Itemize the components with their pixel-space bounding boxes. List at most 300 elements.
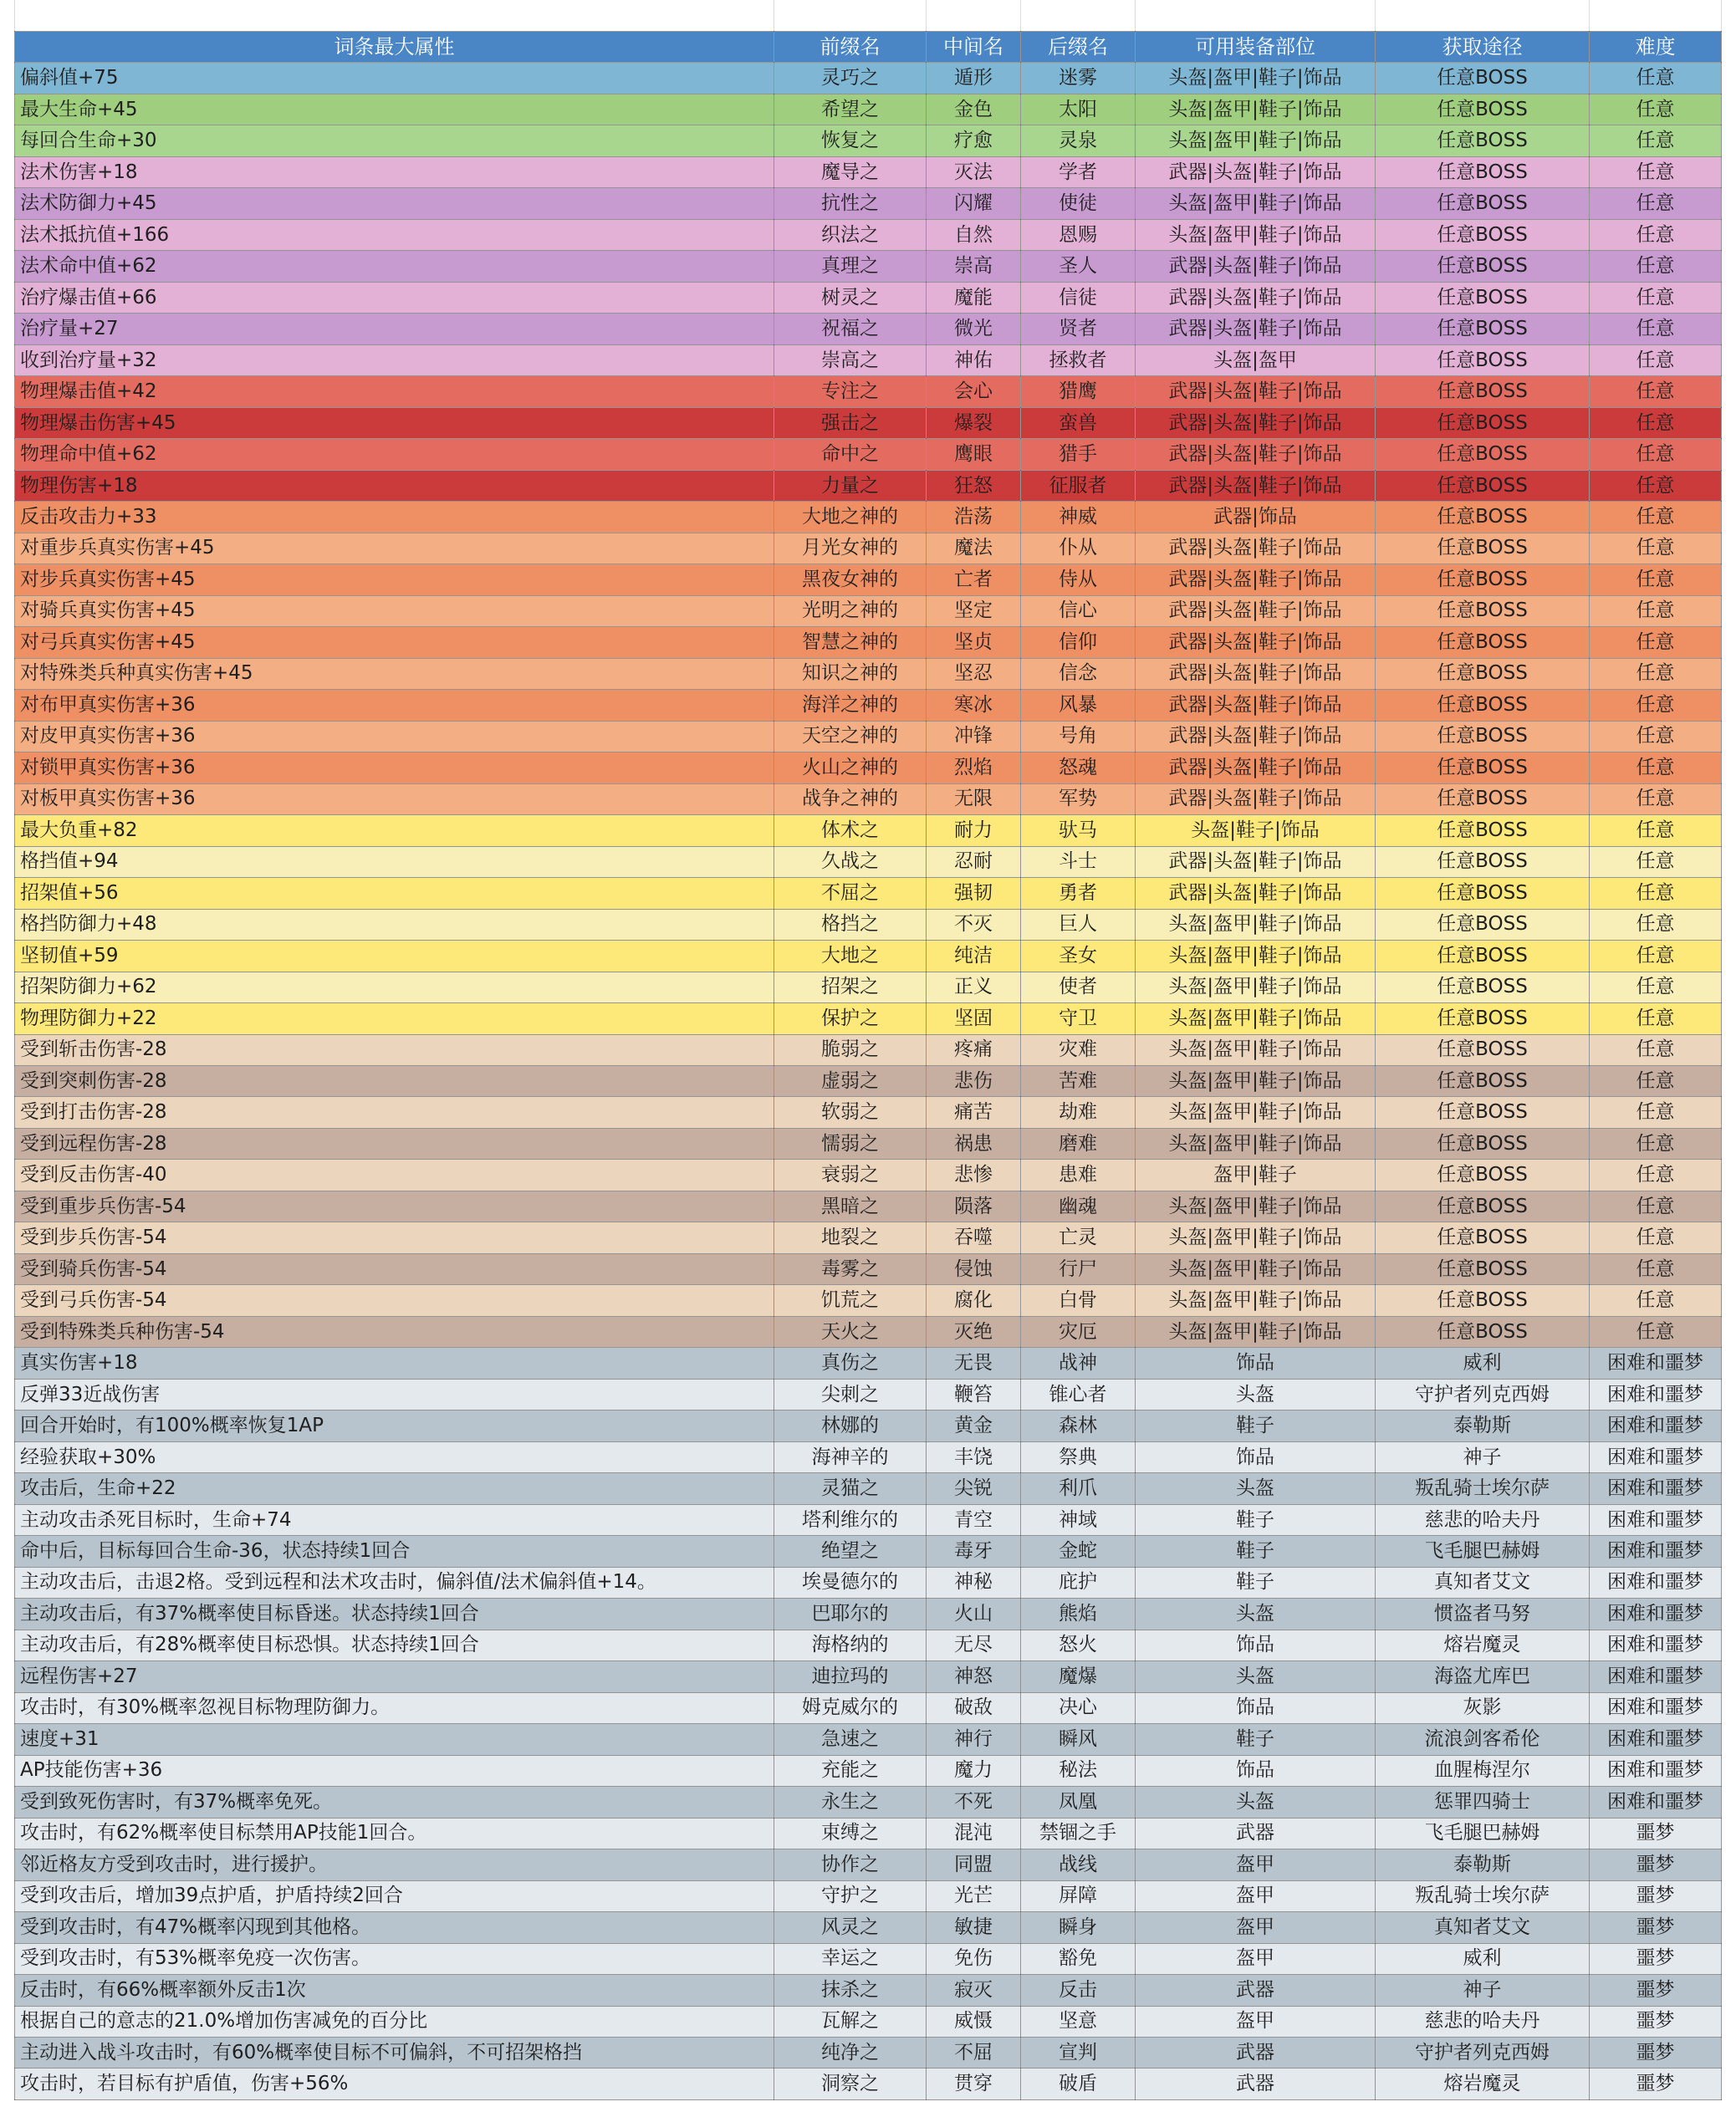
suffix-cell[interactable]: 瞬风 [1021,1724,1136,1755]
attribute-cell[interactable]: 受到攻击时，有53%概率免疫一次伤害。 [15,1943,774,1974]
difficulty-cell[interactable]: 噩梦 [1590,2038,1722,2069]
attribute-cell[interactable]: AP技能伤害+36 [15,1755,774,1786]
prefix-cell[interactable]: 迪拉玛的 [774,1661,927,1692]
source-cell[interactable]: 任意BOSS [1376,439,1590,470]
slots-cell[interactable]: 头盔|盔甲|鞋子|饰品 [1136,188,1376,219]
prefix-cell[interactable]: 饥荒之 [774,1285,927,1316]
difficulty-cell[interactable]: 困难和噩梦 [1590,1630,1722,1660]
attribute-cell[interactable]: 格挡值+94 [15,846,774,877]
prefix-cell[interactable]: 恢复之 [774,125,927,156]
source-cell[interactable]: 任意BOSS [1376,470,1590,501]
slots-cell[interactable]: 头盔|盔甲|鞋子|饰品 [1136,63,1376,94]
attribute-cell[interactable]: 对重步兵真实伤害+45 [15,533,774,564]
source-cell[interactable]: 任意BOSS [1376,344,1590,375]
suffix-cell[interactable]: 猎鹰 [1021,376,1136,407]
suffix-cell[interactable]: 信念 [1021,658,1136,689]
suffix-cell[interactable]: 巨人 [1021,909,1136,940]
slots-cell[interactable]: 武器|头盔|鞋子|饰品 [1136,156,1376,187]
source-cell[interactable]: 任意BOSS [1376,941,1590,972]
slots-cell[interactable]: 武器 [1136,1975,1376,2006]
source-cell[interactable]: 任意BOSS [1376,251,1590,282]
suffix-cell[interactable]: 行尸 [1021,1253,1136,1284]
prefix-cell[interactable]: 永生之 [774,1787,927,1818]
middle-cell[interactable]: 悲惨 [927,1160,1021,1191]
slots-cell[interactable]: 头盔 [1136,1473,1376,1504]
slots-cell[interactable]: 头盔|盔甲|鞋子|饰品 [1136,1222,1376,1253]
middle-cell[interactable]: 痛苦 [927,1097,1021,1128]
difficulty-cell[interactable]: 任意 [1590,282,1722,313]
slots-cell[interactable]: 鞋子 [1136,1724,1376,1755]
middle-cell[interactable]: 神行 [927,1724,1021,1755]
prefix-cell[interactable]: 天火之 [774,1316,927,1347]
attribute-cell[interactable]: 经验获取+30% [15,1441,774,1472]
slots-cell[interactable]: 武器|头盔|鞋子|饰品 [1136,690,1376,721]
attribute-cell[interactable]: 物理防御力+22 [15,1003,774,1034]
suffix-cell[interactable]: 魔爆 [1021,1661,1136,1692]
attribute-cell[interactable]: 偏斜值+75 [15,63,774,94]
middle-cell[interactable]: 腐化 [927,1285,1021,1316]
slots-cell[interactable]: 盔甲 [1136,1880,1376,1911]
suffix-cell[interactable]: 白骨 [1021,1285,1136,1316]
source-cell[interactable]: 慈悲的哈夫丹 [1376,1504,1590,1535]
difficulty-cell[interactable]: 任意 [1590,1285,1722,1316]
prefix-cell[interactable]: 海神辛的 [774,1441,927,1472]
attribute-cell[interactable]: 治疗爆击值+66 [15,282,774,313]
slots-cell[interactable]: 头盔|盔甲|鞋子|饰品 [1136,1003,1376,1034]
source-cell[interactable]: 任意BOSS [1376,314,1590,344]
difficulty-cell[interactable]: 任意 [1590,1097,1722,1128]
difficulty-cell[interactable]: 任意 [1590,752,1722,783]
difficulty-cell[interactable]: 困难和噩梦 [1590,1599,1722,1630]
suffix-cell[interactable]: 屏障 [1021,1880,1136,1911]
prefix-cell[interactable]: 智慧之神的 [774,627,927,658]
middle-cell[interactable]: 同盟 [927,1849,1021,1880]
prefix-cell[interactable]: 巴耶尔的 [774,1599,927,1630]
prefix-cell[interactable]: 魔导之 [774,156,927,187]
source-cell[interactable]: 任意BOSS [1376,376,1590,407]
source-cell[interactable]: 任意BOSS [1376,1097,1590,1128]
difficulty-cell[interactable]: 困难和噩梦 [1590,1473,1722,1504]
prefix-cell[interactable]: 黑夜女神的 [774,564,927,595]
source-cell[interactable]: 灰影 [1376,1692,1590,1723]
source-cell[interactable]: 真知者艾文 [1376,1567,1590,1598]
suffix-cell[interactable]: 驮马 [1021,815,1136,846]
slots-cell[interactable]: 盔甲 [1136,1849,1376,1880]
attribute-cell[interactable]: 招架值+56 [15,878,774,909]
attribute-cell[interactable]: 法术命中值+62 [15,251,774,282]
attribute-cell[interactable]: 物理爆击值+42 [15,376,774,407]
attribute-cell[interactable]: 回合开始时，有100%概率恢复1AP [15,1410,774,1441]
attribute-cell[interactable]: 受到特殊类兵种伤害-54 [15,1316,774,1347]
slots-cell[interactable]: 武器|头盔|鞋子|饰品 [1136,752,1376,783]
source-cell[interactable]: 飞毛腿巴赫姆 [1376,1818,1590,1849]
header-middle[interactable]: 中间名 [927,32,1021,63]
suffix-cell[interactable]: 斗士 [1021,846,1136,877]
suffix-cell[interactable]: 宣判 [1021,2038,1136,2069]
difficulty-cell[interactable]: 困难和噩梦 [1590,1755,1722,1786]
slots-cell[interactable]: 头盔 [1136,1787,1376,1818]
attribute-cell[interactable]: 受到骑兵伤害-54 [15,1253,774,1284]
middle-cell[interactable]: 耐力 [927,815,1021,846]
difficulty-cell[interactable]: 任意 [1590,470,1722,501]
source-cell[interactable]: 任意BOSS [1376,721,1590,752]
middle-cell[interactable]: 光芒 [927,1880,1021,1911]
slots-cell[interactable]: 头盔|盔甲|鞋子|饰品 [1136,1285,1376,1316]
difficulty-cell[interactable]: 任意 [1590,941,1722,972]
middle-cell[interactable]: 冲锋 [927,721,1021,752]
middle-cell[interactable]: 神怒 [927,1661,1021,1692]
suffix-cell[interactable]: 学者 [1021,156,1136,187]
attribute-cell[interactable]: 法术防御力+45 [15,188,774,219]
source-cell[interactable]: 任意BOSS [1376,1316,1590,1347]
slots-cell[interactable]: 盔甲|鞋子 [1136,1160,1376,1191]
middle-cell[interactable]: 爆裂 [927,407,1021,438]
prefix-cell[interactable]: 祝福之 [774,314,927,344]
source-cell[interactable]: 任意BOSS [1376,125,1590,156]
suffix-cell[interactable]: 怒魂 [1021,752,1136,783]
difficulty-cell[interactable]: 任意 [1590,1316,1722,1347]
middle-cell[interactable]: 黄金 [927,1410,1021,1441]
attribute-cell[interactable]: 主动攻击后，有37%概率使目标昏迷。状态持续1回合 [15,1599,774,1630]
middle-cell[interactable]: 无尽 [927,1630,1021,1660]
source-cell[interactable]: 守护者列克西姆 [1376,1379,1590,1410]
prefix-cell[interactable]: 抗性之 [774,188,927,219]
suffix-cell[interactable]: 拯救者 [1021,344,1136,375]
prefix-cell[interactable]: 力量之 [774,470,927,501]
slots-cell[interactable]: 盔甲 [1136,1943,1376,1974]
prefix-cell[interactable]: 大地之神的 [774,502,927,533]
source-cell[interactable]: 任意BOSS [1376,690,1590,721]
source-cell[interactable]: 任意BOSS [1376,94,1590,125]
source-cell[interactable]: 任意BOSS [1376,219,1590,250]
attribute-cell[interactable]: 对弓兵真实伤害+45 [15,627,774,658]
slots-cell[interactable]: 头盔 [1136,1599,1376,1630]
slots-cell[interactable]: 武器|头盔|鞋子|饰品 [1136,439,1376,470]
difficulty-cell[interactable]: 任意 [1590,1191,1722,1222]
middle-cell[interactable]: 不屈 [927,2038,1021,2069]
middle-cell[interactable]: 青空 [927,1504,1021,1535]
slots-cell[interactable]: 饰品 [1136,1755,1376,1786]
source-cell[interactable]: 任意BOSS [1376,909,1590,940]
source-cell[interactable]: 神子 [1376,1441,1590,1472]
middle-cell[interactable]: 疼痛 [927,1034,1021,1065]
suffix-cell[interactable]: 秘法 [1021,1755,1136,1786]
difficulty-cell[interactable]: 任意 [1590,909,1722,940]
prefix-cell[interactable]: 灵巧之 [774,63,927,94]
source-cell[interactable]: 任意BOSS [1376,1160,1590,1191]
middle-cell[interactable]: 自然 [927,219,1021,250]
middle-cell[interactable]: 灭绝 [927,1316,1021,1347]
source-cell[interactable]: 威利 [1376,1943,1590,1974]
difficulty-cell[interactable]: 任意 [1590,627,1722,658]
middle-cell[interactable]: 丰饶 [927,1441,1021,1472]
slots-cell[interactable]: 武器|头盔|鞋子|饰品 [1136,846,1376,877]
attribute-cell[interactable]: 受到突刺伤害-28 [15,1065,774,1096]
source-cell[interactable]: 海盗尤库巴 [1376,1661,1590,1692]
difficulty-cell[interactable]: 任意 [1590,251,1722,282]
slots-cell[interactable]: 鞋子 [1136,1567,1376,1598]
prefix-cell[interactable]: 衰弱之 [774,1160,927,1191]
prefix-cell[interactable]: 纯净之 [774,2038,927,2069]
prefix-cell[interactable]: 急速之 [774,1724,927,1755]
prefix-cell[interactable]: 协作之 [774,1849,927,1880]
suffix-cell[interactable]: 使徒 [1021,188,1136,219]
slots-cell[interactable]: 头盔|盔甲|鞋子|饰品 [1136,941,1376,972]
difficulty-cell[interactable]: 任意 [1590,1222,1722,1253]
attribute-cell[interactable]: 攻击时，有30%概率忽视目标物理防御力。 [15,1692,774,1723]
difficulty-cell[interactable]: 任意 [1590,344,1722,375]
source-cell[interactable]: 任意BOSS [1376,1191,1590,1222]
difficulty-cell[interactable]: 任意 [1590,1128,1722,1159]
slots-cell[interactable]: 武器|头盔|鞋子|饰品 [1136,407,1376,438]
difficulty-cell[interactable]: 噩梦 [1590,1943,1722,1974]
suffix-cell[interactable]: 征服者 [1021,470,1136,501]
attribute-cell[interactable]: 物理伤害+18 [15,470,774,501]
source-cell[interactable]: 任意BOSS [1376,1222,1590,1253]
suffix-cell[interactable]: 庇护 [1021,1567,1136,1598]
middle-cell[interactable]: 无限 [927,783,1021,814]
source-cell[interactable]: 泰勒斯 [1376,1410,1590,1441]
middle-cell[interactable]: 火山 [927,1599,1021,1630]
slots-cell[interactable]: 头盔|盔甲|鞋子|饰品 [1136,1097,1376,1128]
attribute-cell[interactable]: 法术伤害+18 [15,156,774,187]
middle-cell[interactable]: 威慑 [927,2006,1021,2037]
middle-cell[interactable]: 闪耀 [927,188,1021,219]
source-cell[interactable]: 任意BOSS [1376,1253,1590,1284]
suffix-cell[interactable]: 祭典 [1021,1441,1136,1472]
middle-cell[interactable]: 尖锐 [927,1473,1021,1504]
difficulty-cell[interactable]: 任意 [1590,502,1722,533]
slots-cell[interactable]: 饰品 [1136,1441,1376,1472]
attribute-cell[interactable]: 格挡防御力+48 [15,909,774,940]
prefix-cell[interactable]: 风灵之 [774,1912,927,1943]
suffix-cell[interactable]: 守卫 [1021,1003,1136,1034]
suffix-cell[interactable]: 磨难 [1021,1128,1136,1159]
middle-cell[interactable]: 鹰眼 [927,439,1021,470]
slots-cell[interactable]: 武器|头盔|鞋子|饰品 [1136,251,1376,282]
slots-cell[interactable]: 武器|头盔|鞋子|饰品 [1136,658,1376,689]
prefix-cell[interactable]: 专注之 [774,376,927,407]
suffix-cell[interactable]: 神威 [1021,502,1136,533]
difficulty-cell[interactable]: 困难和噩梦 [1590,1536,1722,1567]
difficulty-cell[interactable]: 任意 [1590,439,1722,470]
middle-cell[interactable]: 亡者 [927,564,1021,595]
prefix-cell[interactable]: 格挡之 [774,909,927,940]
difficulty-cell[interactable]: 困难和噩梦 [1590,1441,1722,1472]
attribute-cell[interactable]: 受到致死伤害时，有37%概率免死。 [15,1787,774,1818]
attribute-cell[interactable]: 攻击时，有62%概率使目标禁用AP技能1回合。 [15,1818,774,1849]
attribute-cell[interactable]: 根据自己的意志的21.0%增加伤害减免的百分比 [15,2006,774,2037]
difficulty-cell[interactable]: 任意 [1590,658,1722,689]
source-cell[interactable]: 任意BOSS [1376,564,1590,595]
slots-cell[interactable]: 头盔|盔甲|鞋子|饰品 [1136,1065,1376,1096]
difficulty-cell[interactable]: 噩梦 [1590,2069,1722,2099]
suffix-cell[interactable]: 灾难 [1021,1034,1136,1065]
suffix-cell[interactable]: 豁免 [1021,1943,1136,1974]
middle-cell[interactable]: 不死 [927,1787,1021,1818]
attribute-cell[interactable]: 最大负重+82 [15,815,774,846]
attribute-cell[interactable]: 对板甲真实伤害+36 [15,783,774,814]
attribute-cell[interactable]: 坚韧值+59 [15,941,774,972]
suffix-cell[interactable]: 锥心者 [1021,1379,1136,1410]
source-cell[interactable]: 任意BOSS [1376,815,1590,846]
slots-cell[interactable]: 头盔|盔甲|鞋子|饰品 [1136,219,1376,250]
middle-cell[interactable]: 陨落 [927,1191,1021,1222]
middle-cell[interactable]: 鞭笞 [927,1379,1021,1410]
slots-cell[interactable]: 头盔|盔甲|鞋子|饰品 [1136,1191,1376,1222]
attribute-cell[interactable]: 远程伤害+27 [15,1661,774,1692]
source-cell[interactable]: 熔岩魔灵 [1376,2069,1590,2099]
slots-cell[interactable]: 武器|头盔|鞋子|饰品 [1136,470,1376,501]
source-cell[interactable]: 慈悲的哈夫丹 [1376,2006,1590,2037]
attribute-cell[interactable]: 主动攻击后，击退2格。受到远程和法术攻击时，偏斜值/法术偏斜值+14。 [15,1567,774,1598]
prefix-cell[interactable]: 海洋之神的 [774,690,927,721]
prefix-cell[interactable]: 树灵之 [774,282,927,313]
prefix-cell[interactable]: 软弱之 [774,1097,927,1128]
slots-cell[interactable]: 武器 [1136,2038,1376,2069]
suffix-cell[interactable]: 瞬身 [1021,1912,1136,1943]
middle-cell[interactable]: 毒牙 [927,1536,1021,1567]
suffix-cell[interactable]: 太阳 [1021,94,1136,125]
suffix-cell[interactable]: 军势 [1021,783,1136,814]
middle-cell[interactable]: 忍耐 [927,846,1021,877]
middle-cell[interactable]: 寒冰 [927,690,1021,721]
source-cell[interactable]: 熔岩魔灵 [1376,1630,1590,1660]
prefix-cell[interactable]: 光明之神的 [774,595,927,626]
difficulty-cell[interactable]: 困难和噩梦 [1590,1661,1722,1692]
difficulty-cell[interactable]: 困难和噩梦 [1590,1379,1722,1410]
suffix-cell[interactable]: 凤凰 [1021,1787,1136,1818]
slots-cell[interactable]: 头盔|盔甲|鞋子|饰品 [1136,125,1376,156]
suffix-cell[interactable]: 怒火 [1021,1630,1136,1660]
middle-cell[interactable]: 崇高 [927,251,1021,282]
difficulty-cell[interactable]: 任意 [1590,188,1722,219]
prefix-cell[interactable]: 大地之 [774,941,927,972]
difficulty-cell[interactable]: 困难和噩梦 [1590,1724,1722,1755]
suffix-cell[interactable]: 灾厄 [1021,1316,1136,1347]
middle-cell[interactable]: 魔法 [927,533,1021,564]
middle-cell[interactable]: 贯穿 [927,2069,1021,2099]
header-slots[interactable]: 可用装备部位 [1136,32,1376,63]
middle-cell[interactable]: 坚定 [927,595,1021,626]
suffix-cell[interactable]: 决心 [1021,1692,1136,1723]
suffix-cell[interactable]: 贤者 [1021,314,1136,344]
prefix-cell[interactable]: 充能之 [774,1755,927,1786]
suffix-cell[interactable]: 灵泉 [1021,125,1136,156]
source-cell[interactable]: 任意BOSS [1376,1128,1590,1159]
attribute-cell[interactable]: 法术抵抗值+166 [15,219,774,250]
difficulty-cell[interactable]: 任意 [1590,972,1722,1002]
attribute-cell[interactable]: 主动攻击杀死目标时，生命+74 [15,1504,774,1535]
prefix-cell[interactable]: 束缚之 [774,1818,927,1849]
slots-cell[interactable]: 头盔|鞋子|饰品 [1136,815,1376,846]
difficulty-cell[interactable]: 任意 [1590,1160,1722,1191]
source-cell[interactable]: 任意BOSS [1376,627,1590,658]
difficulty-cell[interactable]: 任意 [1590,125,1722,156]
source-cell[interactable]: 真知者艾文 [1376,1912,1590,1943]
middle-cell[interactable]: 微光 [927,314,1021,344]
attribute-cell[interactable]: 受到远程伤害-28 [15,1128,774,1159]
prefix-cell[interactable]: 守护之 [774,1880,927,1911]
slots-cell[interactable]: 鞋子 [1136,1410,1376,1441]
difficulty-cell[interactable]: 任意 [1590,1034,1722,1065]
middle-cell[interactable]: 混沌 [927,1818,1021,1849]
difficulty-cell[interactable]: 困难和噩梦 [1590,1504,1722,1535]
middle-cell[interactable]: 敏捷 [927,1912,1021,1943]
prefix-cell[interactable]: 灵猫之 [774,1473,927,1504]
suffix-cell[interactable]: 神域 [1021,1504,1136,1535]
difficulty-cell[interactable]: 任意 [1590,407,1722,438]
slots-cell[interactable]: 武器|头盔|鞋子|饰品 [1136,533,1376,564]
difficulty-cell[interactable]: 任意 [1590,156,1722,187]
attribute-cell[interactable]: 主动进入战斗攻击时，有60%概率使目标不可偏斜，不可招架格挡 [15,2038,774,2069]
attribute-cell[interactable]: 命中后，目标每回合生命-36，状态持续1回合 [15,1536,774,1567]
attribute-cell[interactable]: 每回合生命+30 [15,125,774,156]
suffix-cell[interactable]: 利爪 [1021,1473,1136,1504]
slots-cell[interactable]: 鞋子 [1136,1504,1376,1535]
middle-cell[interactable]: 遁形 [927,63,1021,94]
middle-cell[interactable]: 强韧 [927,878,1021,909]
suffix-cell[interactable]: 反击 [1021,1975,1136,2006]
attribute-cell[interactable]: 招架防御力+62 [15,972,774,1002]
slots-cell[interactable]: 饰品 [1136,1348,1376,1379]
attribute-cell[interactable]: 对皮甲真实伤害+36 [15,721,774,752]
prefix-cell[interactable]: 不屈之 [774,878,927,909]
attribute-cell[interactable]: 真实伤害+18 [15,1348,774,1379]
slots-cell[interactable]: 头盔|盔甲|鞋子|饰品 [1136,1316,1376,1347]
source-cell[interactable]: 飞毛腿巴赫姆 [1376,1536,1590,1567]
slots-cell[interactable]: 武器|头盔|鞋子|饰品 [1136,595,1376,626]
source-cell[interactable]: 任意BOSS [1376,282,1590,313]
difficulty-cell[interactable]: 噩梦 [1590,1849,1722,1880]
suffix-cell[interactable]: 苦难 [1021,1065,1136,1096]
prefix-cell[interactable]: 姆克威尔的 [774,1692,927,1723]
slots-cell[interactable]: 武器|头盔|鞋子|饰品 [1136,783,1376,814]
suffix-cell[interactable]: 圣女 [1021,941,1136,972]
attribute-cell[interactable]: 反击攻击力+33 [15,502,774,533]
source-cell[interactable]: 任意BOSS [1376,502,1590,533]
header-prefix[interactable]: 前缀名 [774,32,927,63]
difficulty-cell[interactable]: 噩梦 [1590,1818,1722,1849]
difficulty-cell[interactable]: 任意 [1590,595,1722,626]
source-cell[interactable]: 任意BOSS [1376,846,1590,877]
attribute-cell[interactable]: 反弹33近战伤害 [15,1379,774,1410]
attribute-cell[interactable]: 受到攻击后，增加39点护盾，护盾持续2回合 [15,1880,774,1911]
attribute-cell[interactable]: 反击时，有66%概率额外反击1次 [15,1975,774,2006]
difficulty-cell[interactable]: 困难和噩梦 [1590,1692,1722,1723]
prefix-cell[interactable]: 天空之神的 [774,721,927,752]
prefix-cell[interactable]: 塔利维尔的 [774,1504,927,1535]
suffix-cell[interactable]: 蛮兽 [1021,407,1136,438]
prefix-cell[interactable]: 知识之神的 [774,658,927,689]
difficulty-cell[interactable]: 噩梦 [1590,1912,1722,1943]
source-cell[interactable]: 任意BOSS [1376,658,1590,689]
slots-cell[interactable]: 武器 [1136,2069,1376,2099]
prefix-cell[interactable]: 织法之 [774,219,927,250]
source-cell[interactable]: 任意BOSS [1376,783,1590,814]
prefix-cell[interactable]: 毒雾之 [774,1253,927,1284]
prefix-cell[interactable]: 洞察之 [774,2069,927,2099]
prefix-cell[interactable]: 月光女神的 [774,533,927,564]
source-cell[interactable]: 任意BOSS [1376,1285,1590,1316]
suffix-cell[interactable]: 信心 [1021,595,1136,626]
middle-cell[interactable]: 破敌 [927,1692,1021,1723]
source-cell[interactable]: 惩罪四骑士 [1376,1787,1590,1818]
slots-cell[interactable]: 饰品 [1136,1630,1376,1660]
suffix-cell[interactable]: 猎手 [1021,439,1136,470]
difficulty-cell[interactable]: 任意 [1590,376,1722,407]
source-cell[interactable]: 任意BOSS [1376,1003,1590,1034]
